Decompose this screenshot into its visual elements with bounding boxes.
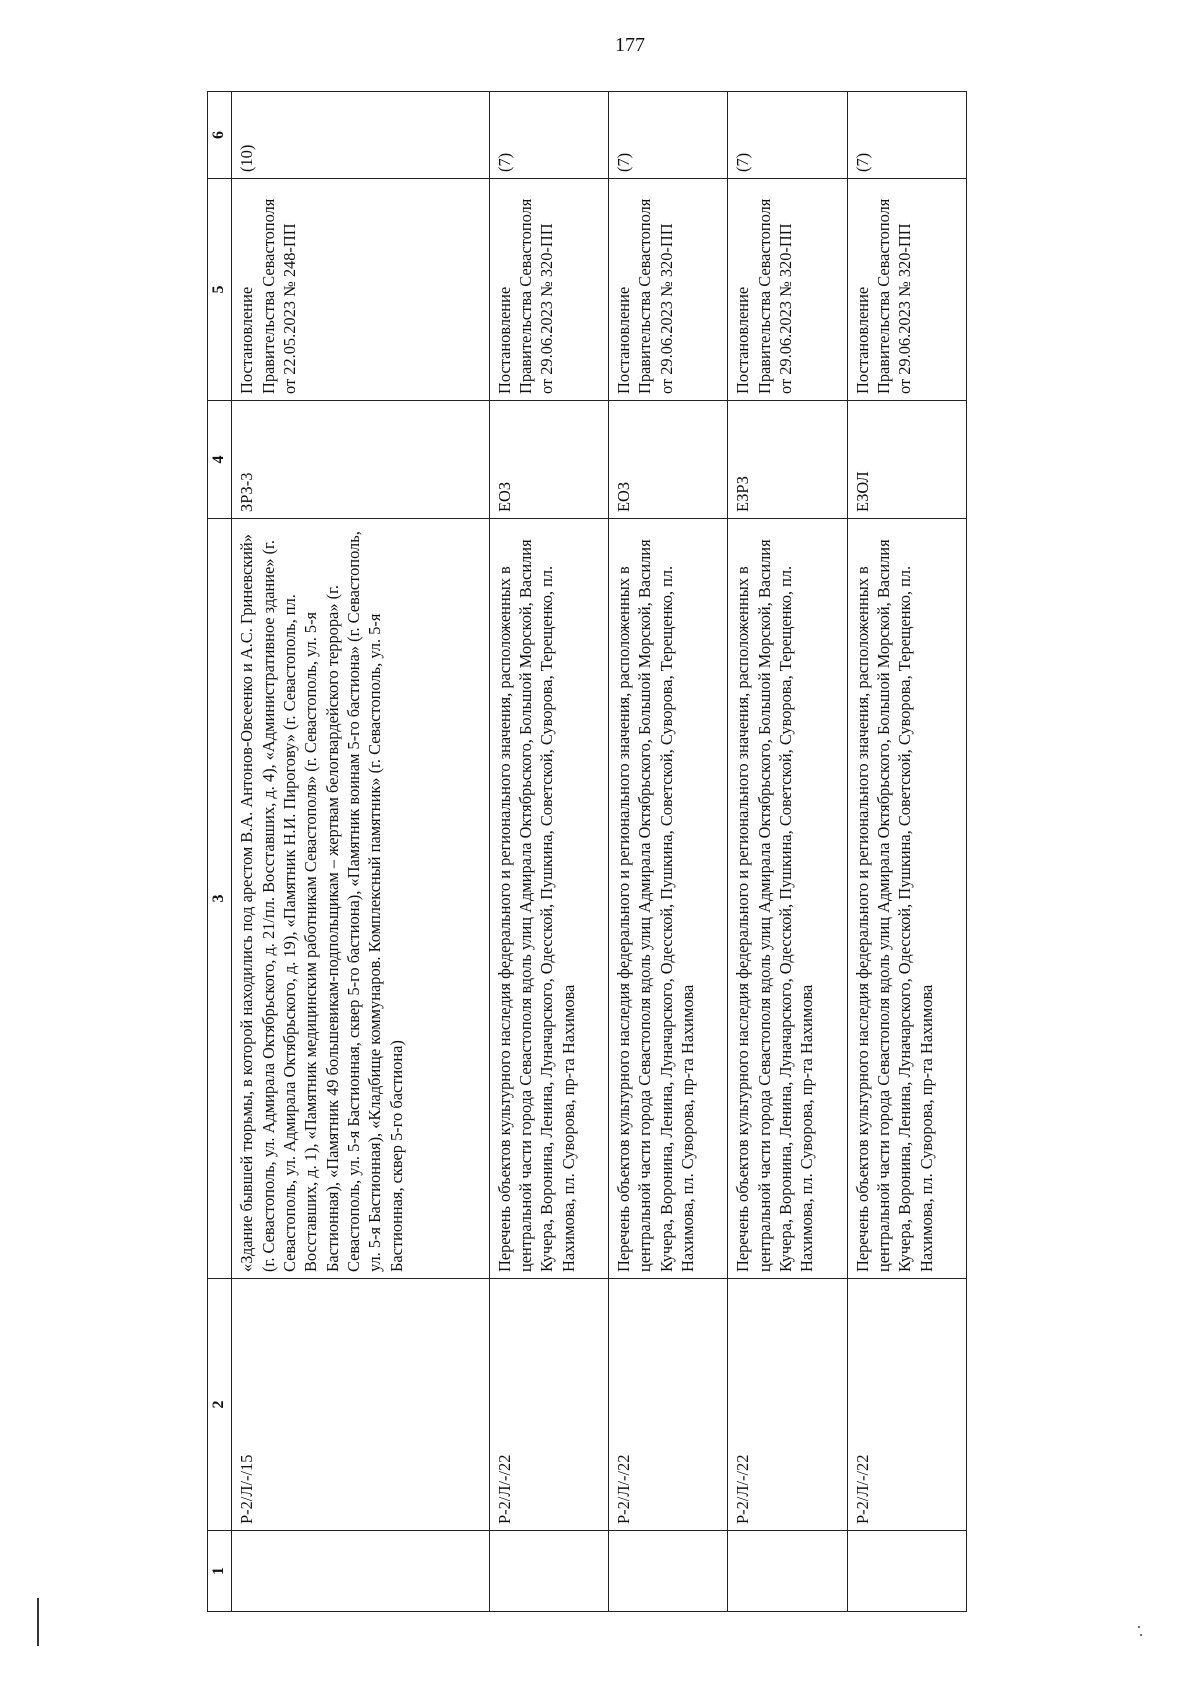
zone-cell: ЕЗРЗ: [728, 401, 847, 519]
column-header-4: 4: [208, 401, 232, 519]
code-cell: Р-2/Л/-/15: [232, 1279, 489, 1531]
zone-cell: ЗРЗ-3: [232, 401, 489, 519]
column-header-6: 6: [208, 92, 232, 179]
note-cell: (7): [608, 92, 727, 179]
row-number-cell: [728, 1531, 847, 1612]
note-cell: (7): [728, 92, 847, 179]
scan-artifact-dot: [1140, 1634, 1142, 1636]
table-row: [608, 92, 727, 1612]
description-cell: Перечень объектов культурного наследия федерального и регионального значения, расположенных в центральной части города Севастополя вдоль улиц Адмирала Октябрьского, Большой Морской, Василия Кучера, Воронина, Ленина, Луначарского, Одесской, Пушкина, Советской, Суворова, Терещенко, пл. Нахимова, пл. Суворова, пр-та Нахимова: [489, 519, 608, 1279]
zone-cell: ЕЗОЛ: [847, 401, 966, 519]
document-cell: Постановление Правительства Севастополя от 29.06.2023 № 320-ПП: [489, 179, 608, 401]
row-number-cell: [608, 1531, 727, 1612]
zone-cell: ЕОЗ: [608, 401, 727, 519]
document-cell: Постановление Правительства Севастополя от 22.05.2023 № 248-ПП: [232, 179, 489, 401]
description-cell: Перечень объектов культурного наследия федерального и регионального значения, расположенных в центральной части города Севастополя вдоль улиц Адмирала Октябрьского, Большой Морской, Василия Кучера, Воронина, Ленина, Луначарского, Одесской, Пушкина, Советской, Суворова, Терещенко, пл. Нахимова, пл. Суворова, пр-та Нахимова: [728, 519, 847, 1279]
note-cell: (7): [847, 92, 966, 179]
table-row: [232, 92, 489, 1612]
document-table: [207, 91, 967, 1612]
table-row: [489, 92, 608, 1612]
rotated-table-wrapper: [207, 92, 967, 1612]
column-header-3: 3: [208, 519, 232, 1279]
zone-cell: ЕОЗ: [489, 401, 608, 519]
code-cell: Р-2/Л/-/22: [847, 1279, 966, 1531]
row-number-cell: [489, 1531, 608, 1612]
page-number: 177: [615, 34, 645, 56]
note-cell: (10): [232, 92, 489, 179]
description-cell: «Здание бывшей тюрьмы, в которой находились под арестом В.А. Антонов-Овсеенко и А.С. Гриневский» (г. Севастополь, ул. Адмирала Октябрьского, д. 21/пл. Восставших, д. 4), «Административное здание» (г. Севастополь, ул. Адмирала Октябрьского, д. 19), «Памятник Н.И. Пирогову» (г. Севастополь, пл. Восставших, д. 1), «Памятник медицинским работникам Севастополя» (г. Севастополь, ул. 5-я Бастионная), «Памятник 49 большевикам-подпольщикам – жертвам белогвардейского террора» (г. Севастополь, ул. 5-я Бастионная, сквер 5-го бастиона), «Памятник воинам 5-го бастиона» (г. Севастополь, ул. 5-я Бастионная), «Кладбище коммунаров. Комплексный памятник» (г. Севастополь, ул. 5-я Бастионная, сквер 5-го бастиона): [232, 519, 489, 1279]
row-number-cell: [232, 1531, 489, 1612]
code-cell: Р-2/Л/-/22: [608, 1279, 727, 1531]
code-cell: Р-2/Л/-/22: [728, 1279, 847, 1531]
code-cell: Р-2/Л/-/22: [489, 1279, 608, 1531]
scan-artifact-dot: [1138, 1626, 1140, 1628]
document-cell: Постановление Правительства Севастополя от 29.06.2023 № 320-ПП: [608, 179, 727, 401]
description-cell: Перечень объектов культурного наследия федерального и регионального значения, расположенных в центральной части города Севастополя вдоль улиц Адмирала Октябрьского, Большой Морской, Василия Кучера, Воронина, Ленина, Луначарского, Одесской, Пушкина, Советской, Суворова, Терещенко, пл. Нахимова, пл. Суворова, пр-та Нахимова: [847, 519, 966, 1279]
document-cell: Постановление Правительства Севастополя от 29.06.2023 № 320-ПП: [728, 179, 847, 401]
column-header-1: 1: [208, 1531, 232, 1612]
description-cell: Перечень объектов культурного наследия федерального и регионального значения, расположенных в центральной части города Севастополя вдоль улиц Адмирала Октябрьского, Большой Морской, Василия Кучера, Воронина, Ленина, Луначарского, Одесской, Пушкина, Советской, Суворова, Терещенко, пл. Нахимова, пл. Суворова, пр-та Нахимова: [608, 519, 727, 1279]
table-row: [728, 92, 847, 1612]
column-header-5: 5: [208, 179, 232, 401]
note-cell: (7): [489, 92, 608, 179]
table-header-row: [208, 92, 232, 1612]
document-cell: Постановление Правительства Севастополя от 29.06.2023 № 320-ПП: [847, 179, 966, 401]
scan-artifact-line: [37, 1598, 39, 1646]
table-row: [847, 92, 966, 1612]
column-header-2: 2: [208, 1279, 232, 1531]
row-number-cell: [847, 1531, 966, 1612]
